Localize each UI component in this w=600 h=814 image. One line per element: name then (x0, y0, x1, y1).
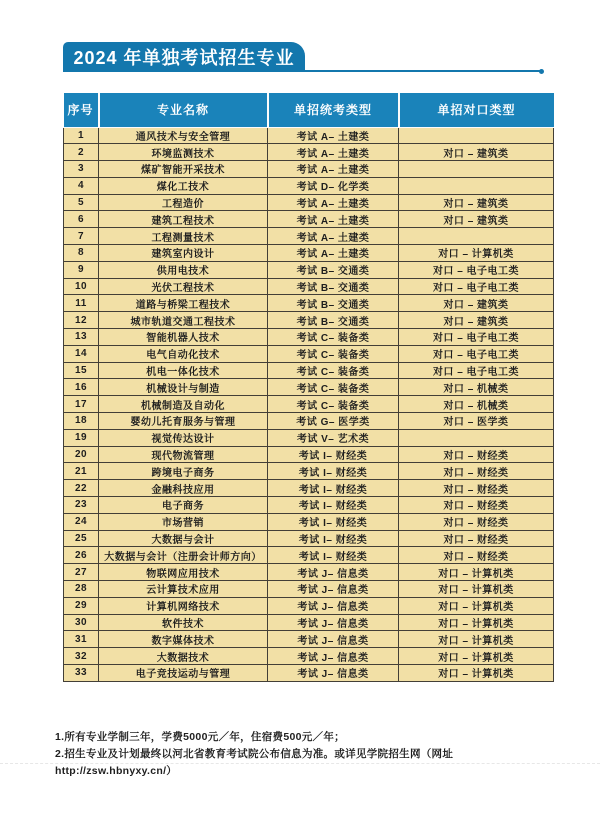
cell-unified: 考试 C– 装备类 (268, 362, 399, 379)
table-body (64, 127, 554, 681)
cell-counterpart: 对口 – 计算机类 (399, 631, 554, 648)
cell-no: 14 (64, 345, 99, 362)
cell-major: 机电一体化技术 (99, 362, 268, 379)
cell-major: 云计算技术应用 (99, 581, 268, 598)
cell-major: 道路与桥梁工程技术 (99, 295, 268, 312)
cell-no: 16 (64, 379, 99, 396)
cell-counterpart: 对口 – 电子电工类 (399, 362, 554, 379)
table-row (64, 177, 554, 194)
table-row (64, 513, 554, 530)
cell-unified: 考试 J– 信息类 (268, 631, 399, 648)
col-header-unified-type: 单招统考类型 (268, 93, 399, 127)
cell-unified: 考试 B– 交通类 (268, 261, 399, 278)
cell-major: 建筑室内设计 (99, 245, 268, 262)
cell-counterpart: 对口 – 电子电工类 (399, 345, 554, 362)
cell-no: 13 (64, 329, 99, 346)
cell-unified: 考试 C– 装备类 (268, 379, 399, 396)
cell-no: 27 (64, 564, 99, 581)
cell-counterpart: 对口 – 电子电工类 (399, 261, 554, 278)
table-row (64, 614, 554, 631)
cell-unified: 考试 A– 土建类 (268, 144, 399, 161)
cell-major: 软件技术 (99, 614, 268, 631)
cell-counterpart (399, 429, 554, 446)
cell-no: 15 (64, 362, 99, 379)
cell-unified: 考试 I– 财经类 (268, 530, 399, 547)
page-fold-line (0, 763, 600, 764)
cell-counterpart: 对口 – 建筑类 (399, 194, 554, 211)
cell-major: 机械设计与制造 (99, 379, 268, 396)
col-header-no: 序号 (64, 93, 99, 127)
cell-no: 20 (64, 446, 99, 463)
table-row (64, 480, 554, 497)
cell-counterpart: 对口 – 建筑类 (399, 295, 554, 312)
cell-no: 18 (64, 413, 99, 430)
cell-counterpart: 对口 – 计算机类 (399, 665, 554, 682)
cell-no: 28 (64, 581, 99, 598)
cell-major: 电子商务 (99, 497, 268, 514)
cell-no: 29 (64, 597, 99, 614)
cell-no: 31 (64, 631, 99, 648)
cell-counterpart: 对口 – 建筑类 (399, 144, 554, 161)
cell-no: 21 (64, 463, 99, 480)
cell-unified: 考试 I– 财经类 (268, 480, 399, 497)
table-row (64, 597, 554, 614)
cell-major: 建筑工程技术 (99, 211, 268, 228)
cell-major: 智能机器人技术 (99, 329, 268, 346)
cell-unified: 考试 I– 财经类 (268, 446, 399, 463)
cell-counterpart: 对口 – 财经类 (399, 463, 554, 480)
table-header (64, 93, 554, 127)
cell-no: 19 (64, 429, 99, 446)
cell-major: 视觉传达设计 (99, 429, 268, 446)
cell-counterpart: 对口 – 财经类 (399, 547, 554, 564)
table-row (64, 329, 554, 346)
table-row (64, 631, 554, 648)
table-row (64, 446, 554, 463)
cell-major: 金融科技应用 (99, 480, 268, 497)
cell-unified: 考试 I– 财经类 (268, 497, 399, 514)
cell-major: 工程测量技术 (99, 228, 268, 245)
cell-no: 26 (64, 547, 99, 564)
cell-major: 工程造价 (99, 194, 268, 211)
cell-no: 24 (64, 513, 99, 530)
cell-major: 电气自动化技术 (99, 345, 268, 362)
cell-counterpart: 对口 – 计算机类 (399, 245, 554, 262)
cell-major: 现代物流管理 (99, 446, 268, 463)
cell-major: 物联网应用技术 (99, 564, 268, 581)
cell-counterpart (399, 177, 554, 194)
cell-no: 25 (64, 530, 99, 547)
table-row (64, 127, 554, 144)
cell-unified: 考试 B– 交通类 (268, 295, 399, 312)
cell-no: 11 (64, 295, 99, 312)
cell-major: 计算机网络技术 (99, 597, 268, 614)
table-row (64, 194, 554, 211)
cell-unified: 考试 I– 财经类 (268, 513, 399, 530)
cell-unified: 考试 A– 土建类 (268, 211, 399, 228)
cell-counterpart: 对口 – 财经类 (399, 530, 554, 547)
cell-major: 环境监测技术 (99, 144, 268, 161)
cell-counterpart: 对口 – 计算机类 (399, 614, 554, 631)
col-header-counterpart-type: 单招对口类型 (399, 93, 554, 127)
cell-no: 5 (64, 194, 99, 211)
table-row (64, 463, 554, 480)
cell-unified: 考试 A– 土建类 (268, 161, 399, 178)
cell-counterpart: 对口 – 医学类 (399, 413, 554, 430)
cell-unified: 考试 I– 财经类 (268, 463, 399, 480)
page-title-banner (63, 42, 305, 72)
page-title: 2024 年单独考试招生专业 (73, 48, 295, 68)
cell-no: 8 (64, 245, 99, 262)
table-row (64, 278, 554, 295)
cell-major: 光伏工程技术 (99, 278, 268, 295)
cell-unified: 考试 C– 装备类 (268, 329, 399, 346)
majors-table-wrap (63, 93, 553, 682)
table-header-row (64, 93, 554, 127)
table-row (64, 211, 554, 228)
cell-major: 机械制造及自动化 (99, 396, 268, 413)
cell-major: 市场营销 (99, 513, 268, 530)
cell-major: 跨境电子商务 (99, 463, 268, 480)
table-row (64, 530, 554, 547)
cell-no: 32 (64, 648, 99, 665)
cell-counterpart: 对口 – 财经类 (399, 497, 554, 514)
cell-no: 2 (64, 144, 99, 161)
cell-major: 大数据与会计（注册会计师方向） (99, 547, 268, 564)
cell-unified: 考试 A– 土建类 (268, 127, 399, 144)
cell-no: 6 (64, 211, 99, 228)
cell-major: 电子竞技运动与管理 (99, 665, 268, 682)
cell-no: 17 (64, 396, 99, 413)
footnote-1: 1.所有专业学制三年，学费5000元／年，住宿费500元／年； (55, 731, 345, 743)
cell-counterpart: 对口 – 建筑类 (399, 211, 554, 228)
cell-counterpart: 对口 – 计算机类 (399, 581, 554, 598)
cell-counterpart (399, 161, 554, 178)
table-row (64, 648, 554, 665)
cell-counterpart: 对口 – 计算机类 (399, 597, 554, 614)
cell-unified: 考试 B– 交通类 (268, 312, 399, 329)
majors-table (63, 93, 554, 682)
cell-counterpart: 对口 – 建筑类 (399, 312, 554, 329)
table-row (64, 379, 554, 396)
cell-major: 大数据技术 (99, 648, 268, 665)
cell-major: 数字媒体技术 (99, 631, 268, 648)
footnotes (55, 729, 560, 780)
table-row (64, 362, 554, 379)
cell-unified: 考试 J– 信息类 (268, 648, 399, 665)
cell-no: 1 (64, 127, 99, 144)
cell-no: 30 (64, 614, 99, 631)
table-row (64, 295, 554, 312)
cell-unified: 考试 B– 交通类 (268, 278, 399, 295)
cell-unified: 考试 A– 土建类 (268, 245, 399, 262)
table-row (64, 245, 554, 262)
cell-counterpart: 对口 – 财经类 (399, 513, 554, 530)
cell-no: 7 (64, 228, 99, 245)
cell-counterpart: 对口 – 计算机类 (399, 564, 554, 581)
table-row (64, 144, 554, 161)
cell-no: 23 (64, 497, 99, 514)
cell-no: 22 (64, 480, 99, 497)
cell-unified: 考试 A– 土建类 (268, 228, 399, 245)
table-row (64, 547, 554, 564)
cell-unified: 考试 C– 装备类 (268, 396, 399, 413)
table-row (64, 345, 554, 362)
table-row (64, 396, 554, 413)
cell-unified: 考试 J– 信息类 (268, 597, 399, 614)
col-header-major: 专业名称 (99, 93, 268, 127)
cell-unified: 考试 A– 土建类 (268, 194, 399, 211)
table-row (64, 497, 554, 514)
cell-unified: 考试 J– 信息类 (268, 665, 399, 682)
cell-major: 城市轨道交通工程技术 (99, 312, 268, 329)
cell-no: 10 (64, 278, 99, 295)
cell-unified: 考试 I– 财经类 (268, 547, 399, 564)
cell-counterpart: 对口 – 电子电工类 (399, 329, 554, 346)
cell-no: 3 (64, 161, 99, 178)
footnote-2: 2.招生专业及计划最终以河北省教育考试院公布信息为准。或详见学院招生网（网址http://zsw.hbnyxy.cn/） (55, 748, 454, 777)
cell-counterpart: 对口 – 财经类 (399, 446, 554, 463)
cell-unified: 考试 G– 医学类 (268, 413, 399, 430)
cell-no: 9 (64, 261, 99, 278)
cell-counterpart: 对口 – 电子电工类 (399, 278, 554, 295)
cell-counterpart: 对口 – 计算机类 (399, 648, 554, 665)
table-row (64, 581, 554, 598)
table-row (64, 312, 554, 329)
cell-unified: 考试 J– 信息类 (268, 581, 399, 598)
cell-counterpart: 对口 – 机械类 (399, 396, 554, 413)
table-row (64, 429, 554, 446)
cell-major: 通风技术与安全管理 (99, 127, 268, 144)
cell-major: 煤化工技术 (99, 177, 268, 194)
cell-major: 供用电技术 (99, 261, 268, 278)
cell-unified: 考试 D– 化学类 (268, 177, 399, 194)
cell-unified: 考试 C– 装备类 (268, 345, 399, 362)
cell-unified: 考试 J– 信息类 (268, 614, 399, 631)
cell-counterpart: 对口 – 财经类 (399, 480, 554, 497)
table-row (64, 564, 554, 581)
cell-no: 12 (64, 312, 99, 329)
cell-major: 大数据与会计 (99, 530, 268, 547)
table-row (64, 161, 554, 178)
table-row (64, 228, 554, 245)
cell-no: 33 (64, 665, 99, 682)
cell-unified: 考试 V– 艺术类 (268, 429, 399, 446)
cell-unified: 考试 J– 信息类 (268, 564, 399, 581)
cell-counterpart: 对口 – 机械类 (399, 379, 554, 396)
table-row (64, 413, 554, 430)
cell-counterpart (399, 228, 554, 245)
table-row (64, 665, 554, 682)
cell-no: 4 (64, 177, 99, 194)
cell-major: 煤矿智能开采技术 (99, 161, 268, 178)
cell-major: 婴幼儿托育服务与管理 (99, 413, 268, 430)
table-row (64, 261, 554, 278)
cell-counterpart (399, 127, 554, 144)
